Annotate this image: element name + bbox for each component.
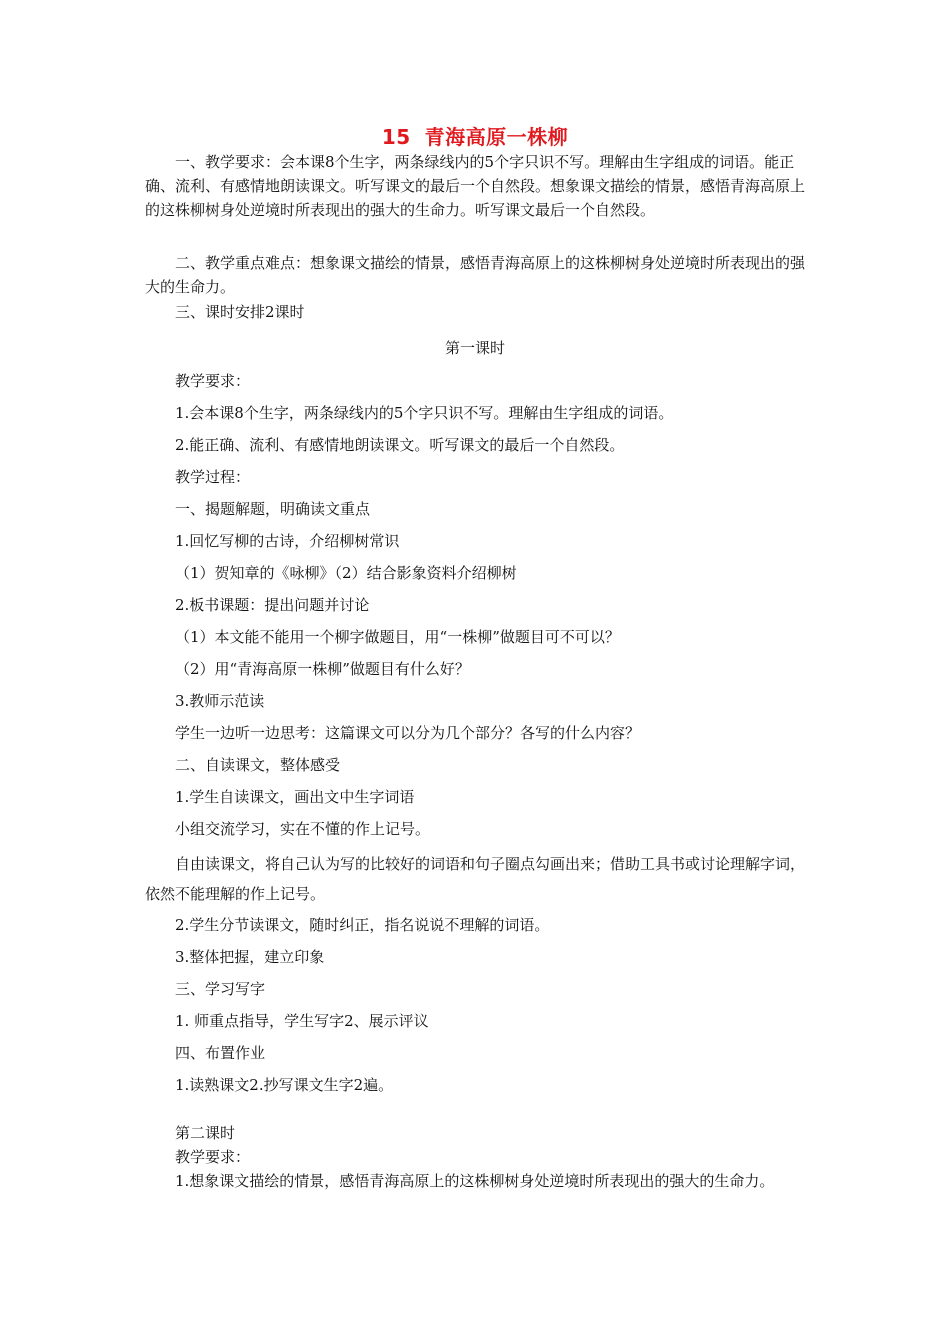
section-2-item-2: 2.学生分节读课文，随时纠正，指名说说不理解的词语。 xyxy=(175,916,550,934)
section-1-item-2: 2.板书课题：提出问题并讨论 xyxy=(175,596,370,614)
lesson-number: 15 xyxy=(381,125,411,149)
section-1-heading: 一、揭题解题，明确读文重点 xyxy=(175,500,371,518)
section-1-item-2a: （1）本文能不能用一个柳字做题目，用“一株柳”做题目可不可以？ xyxy=(175,628,620,646)
lesson-one-req-label: 教学要求： xyxy=(175,372,251,390)
section-1-item-3: 3.教师示范读 xyxy=(175,692,265,710)
lesson-two-req-1: 1.想象课文描绘的情景，感悟青海高原上的这株柳树身处逆境时所表现出的强大的生命力。 xyxy=(175,1172,775,1190)
section-2-heading: 二、自读课文，整体感受 xyxy=(175,756,341,774)
teaching-requirements-paragraph: 一、教学要求：会本课8个生字，两条绿线内的5个字只识不写。理解由生字组成的词语。能正确、流利、有感情地朗读课文。听写课文的最后一个自然段。想象课文描绘的情景，感悟青海高原上的这株柳树身处逆境时所表现出的强大的生命力。听写课文最后一个自然段。 xyxy=(145,153,806,219)
lesson-two-heading: 第二课时 xyxy=(175,1124,236,1142)
key-difficulties-paragraph: 二、教学重点难点：想象课文描绘的情景，感悟青海高原上的这株柳树身处逆境时所表现出的强大的生命力。 xyxy=(145,254,806,296)
section-1-item-3a: 学生一边听一边思考：这篇课文可以分为几个部分？各写的什么内容？ xyxy=(175,724,641,742)
section-4-heading: 四、布置作业 xyxy=(175,1044,266,1062)
section-2-item-1b: 自由读课文，将自己认为写的比较好的词语和句子圈点勾画出来；借助工具书或讨论理解字词，依然不能理解的作上记号。 xyxy=(145,855,806,903)
section-2-item-1: 1.学生自读课文，画出文中生字词语 xyxy=(175,788,415,806)
lesson-two-req-label: 教学要求： xyxy=(175,1148,251,1166)
section-1-item-2b: （2）用“青海高原一株柳”做题目有什么好？ xyxy=(175,660,470,678)
lesson-one-req-2: 2.能正确、流利、有感情地朗读课文。听写课文的最后一个自然段。 xyxy=(175,436,625,454)
section-2-item-1a: 小组交流学习，实在不懂的作上记号。 xyxy=(175,820,431,838)
lesson-one-heading: 第一课时 xyxy=(444,339,505,357)
section-1-item-1: 1.回忆写柳的古诗，介绍柳树常识 xyxy=(175,532,400,550)
class-hours-paragraph: 三、课时安排2课时 xyxy=(175,303,305,321)
section-2-item-3: 3.整体把握，建立印象 xyxy=(175,948,325,966)
lesson-title-text: 青海高原一株柳 xyxy=(424,125,569,149)
lesson-one-req-1: 1.会本课8个生字，两条绿线内的5个字只识不写。理解由生字组成的词语。 xyxy=(175,404,674,422)
section-3-heading: 三、学习写字 xyxy=(175,980,266,998)
section-1-item-1a: （1）贺知章的《咏柳》（2）结合影象资料介绍柳树 xyxy=(175,564,517,582)
section-4-item-1: 1.读熟课文2.抄写课文生字2遍。 xyxy=(175,1076,394,1094)
section-3-item-1: 1. 师重点指导，学生写字2、展示评议 xyxy=(175,1012,429,1030)
lesson-title xyxy=(0,123,950,151)
lesson-one-process-label: 教学过程： xyxy=(175,468,251,486)
